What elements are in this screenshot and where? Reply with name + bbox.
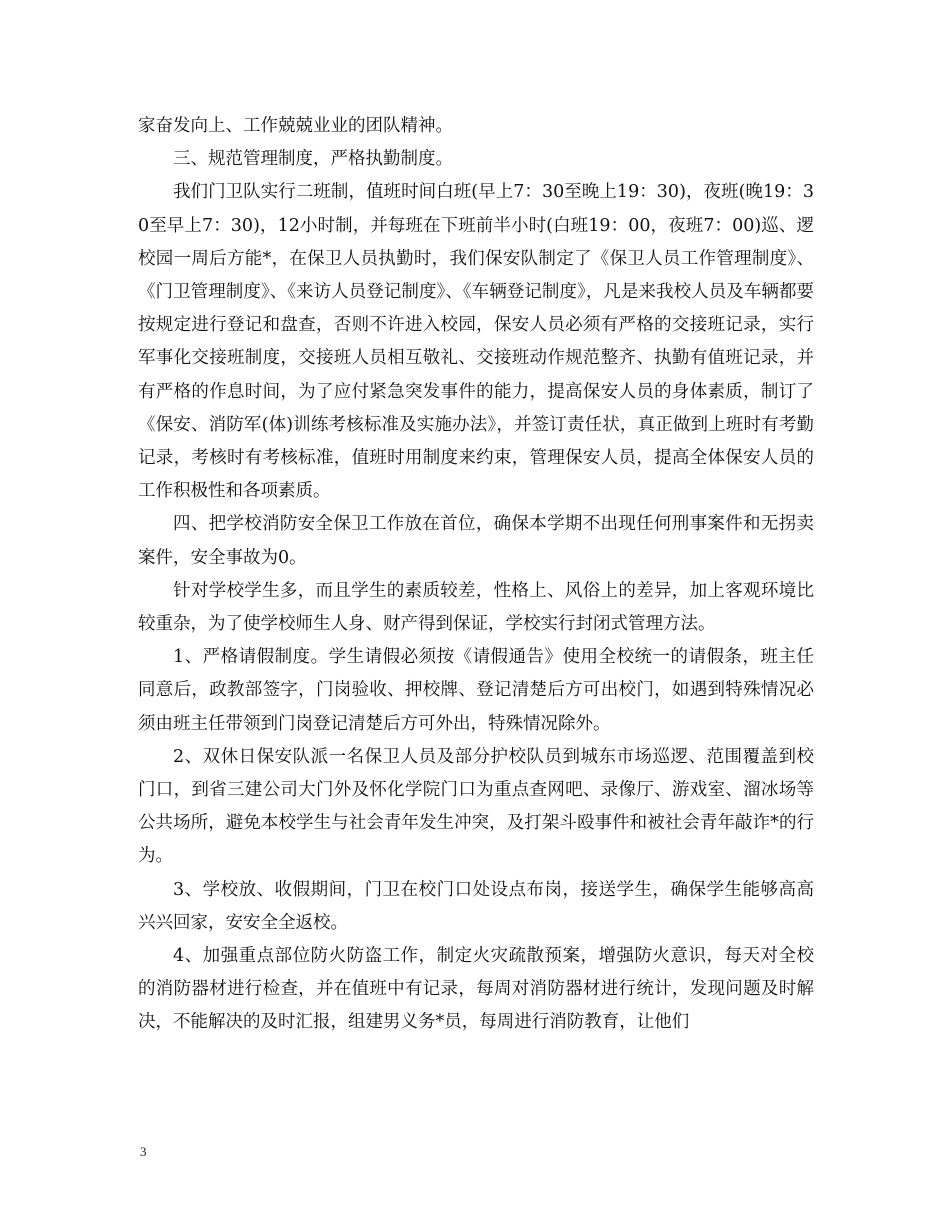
paragraph-2: 三、规范管理制度，严格执勤制度。 xyxy=(173,149,453,170)
paragraph-1: 家奋发向上、工作兢兢业业的团队精神。 xyxy=(138,116,453,136)
paragraph-3: 我们门卫队实行二班制，值班时间白班(早上7：30至晚上19：30)，夜班(晚19：30至早上7：30)，12小时制，并每班在下班前半小时(白班19：00，夜班7：00)巡、逻校园一周后方能*，在保卫人员执勤时，我们保安队制定了《保卫人员工作管理制度》、《门卫管理制度》、《来访人员登记制度》、《车辆登记制度》，凡是来我校人员及车辆都要按规定进行登记和盘查，否则不许进入校园，保安人员必须有严格的交接班记录，实行军事化交接班制度，交接班人员相互敬礼、交接班动作规范整齐、执勤有值班记录，并有严格的作息时间，为了应付紧急突发事件的能力，提高保安人员的身体素质，制订了《保安、消防军(体)训练考核标准及实施办法》，并签订责任状，真正做到上班时有考勤记录，考核时有考核标准，值班时用制度来约束，管理保安人员，提高全体保安人员的工作积极性和各项素质。 xyxy=(138,182,814,502)
paragraph-7: 2、双休日保安队派一名保卫人员及部分护校队员到城东市场巡逻、范围覆盖到校门口，到省三建公司大门外及怀化学院门口为重点查网吧、录像厅、游戏室、溜冰场等公共场所，避免本校学生与社会青年发生冲突，及打架斗殴事件和被社会青年敲诈*的行为。 xyxy=(138,746,814,867)
paragraph-4: 四、把学校消防安全保卫工作放在首位，确保本学期不出现任何刑事案件和无拐卖案件，安全事故为0。 xyxy=(138,514,814,568)
paragraph-9: 4、加强重点部位防火防盗工作，制定火灾疏散预案，增强防火意识，每天对全校的消防器材进行检查，并在值班中有记录，每周对消防器材进行统计，发现问题及时解决，不能解决的及时汇报，组建男义务*员，每周进行消防教育，让他们 xyxy=(138,946,814,1033)
document-body xyxy=(138,110,814,1040)
paragraph-5: 针对学校学生多，而且学生的素质较差，性格上、风俗上的差异，加上客观环境比较重杂，为了使学校师生人身、财产得到保证，学校实行封闭式管理方法。 xyxy=(138,580,814,635)
page-number: 3 xyxy=(140,1144,147,1159)
paragraph-8: 3、学校放、收假期间，门卫在校门口处设点布岗，接送学生，确保学生能够高高兴兴回家，安安全全返校。 xyxy=(138,879,814,933)
paragraph-6: 1、严格请假制度。学生请假必须按《请假通告》使用全校统一的请假条，班主任同意后，政教部签字，门岗验收、押校牌、登记清楚后方可出校门，如遇到特殊情况必须由班主任带领到门岗登记清楚后方可外出，特殊情况除外。 xyxy=(138,647,814,734)
